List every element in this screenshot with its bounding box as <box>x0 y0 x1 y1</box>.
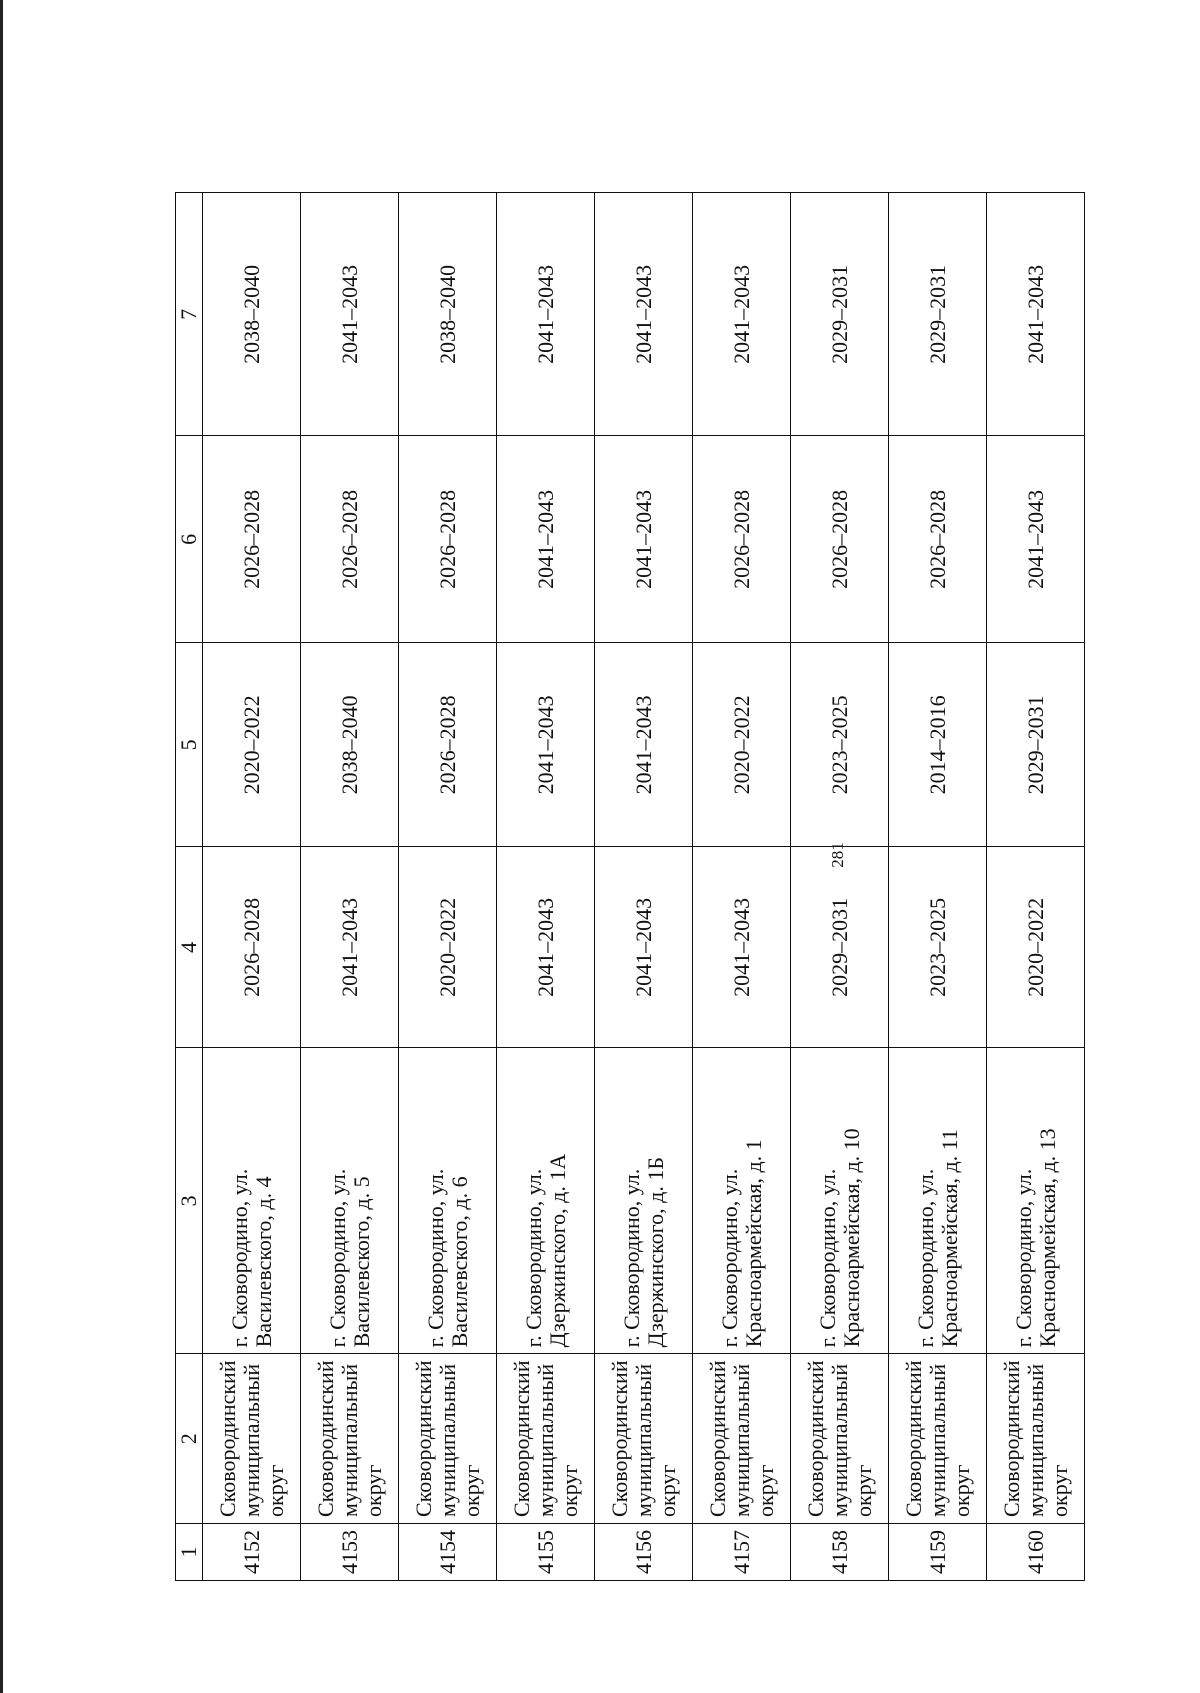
period-cell-5: 2041–2043 <box>497 643 595 847</box>
table-row <box>595 193 693 1581</box>
period-cell-4: 2020–2022 <box>399 847 497 1048</box>
row-number: 4154 <box>399 1524 497 1581</box>
period-cell-5: 2020–2022 <box>693 643 791 847</box>
period-cell-4: 2026–2028 <box>203 847 301 1048</box>
period-cell-7: 2038–2040 <box>203 193 301 436</box>
district-cell: Сковородинский муниципальный округ <box>889 1354 987 1524</box>
column-header: 6 <box>176 436 203 643</box>
district-cell: Сковородинский муниципальный округ <box>301 1354 399 1524</box>
district-cell: Сковородинский муниципальный округ <box>399 1354 497 1524</box>
table-row <box>203 193 301 1581</box>
period-cell-7: 2041–2043 <box>987 193 1085 436</box>
address-cell: г. Сковородино, ул. Дзержинского, д. 1Б <box>595 1048 693 1354</box>
period-cell-6: 2026–2028 <box>791 436 889 643</box>
row-number: 4155 <box>497 1524 595 1581</box>
period-cell-4: 2041–2043 <box>693 847 791 1048</box>
address-cell: г. Сковородино, ул. Василевского, д. 5 <box>301 1048 399 1354</box>
column-header: 1 <box>176 1524 203 1581</box>
period-cell-7: 2038–2040 <box>399 193 497 436</box>
row-number: 4157 <box>693 1524 791 1581</box>
period-cell-5: 2038–2040 <box>301 643 399 847</box>
district-cell: Сковородинский муниципальный округ <box>987 1354 1085 1524</box>
table-row <box>301 193 399 1581</box>
period-cell-7: 2041–2043 <box>595 193 693 436</box>
address-cell: г. Сковородино, ул. Красноармейская, д. 10 <box>791 1048 889 1354</box>
period-cell-4: 2020–2022 <box>987 847 1085 1048</box>
period-cell-5: 2020–2022 <box>203 643 301 847</box>
address-cell: г. Сковородино, ул. Василевского, д. 6 <box>399 1048 497 1354</box>
schedule-table <box>175 192 1085 1581</box>
district-cell: Сковородинский муниципальный округ <box>693 1354 791 1524</box>
address-cell: г. Сковородино, ул. Дзержинского, д. 1А <box>497 1048 595 1354</box>
table-row <box>497 193 595 1581</box>
period-cell-6: 2026–2028 <box>301 436 399 643</box>
period-cell-5: 2029–2031 <box>987 643 1085 847</box>
address-cell: г. Сковородино, ул. Красноармейская, д. 13 <box>987 1048 1085 1354</box>
column-header: 5 <box>176 643 203 847</box>
column-header: 3 <box>176 1048 203 1354</box>
period-cell-6: 2026–2028 <box>693 436 791 643</box>
row-number: 4152 <box>203 1524 301 1581</box>
period-cell-4: 2029–2031 <box>791 847 889 1048</box>
column-header: 2 <box>176 1354 203 1524</box>
address-cell: г. Сковородино, ул. Красноармейская, д. 11 <box>889 1048 987 1354</box>
period-cell-4: 2041–2043 <box>301 847 399 1048</box>
table-row <box>889 193 987 1581</box>
period-cell-6: 2026–2028 <box>889 436 987 643</box>
district-cell: Сковородинский муниципальный округ <box>595 1354 693 1524</box>
row-number: 4158 <box>791 1524 889 1581</box>
period-cell-6: 2026–2028 <box>203 436 301 643</box>
period-cell-7: 2041–2043 <box>497 193 595 436</box>
period-cell-7: 2029–2031 <box>791 193 889 436</box>
period-cell-5: 2014–2016 <box>889 643 987 847</box>
period-cell-6: 2041–2043 <box>987 436 1085 643</box>
period-cell-4: 2023–2025 <box>889 847 987 1048</box>
period-cell-5: 2023–2025 <box>791 643 889 847</box>
row-number: 4159 <box>889 1524 987 1581</box>
row-number: 4153 <box>301 1524 399 1581</box>
page-number: 281 <box>828 842 847 868</box>
table-row <box>987 193 1085 1581</box>
period-cell-7: 2041–2043 <box>693 193 791 436</box>
period-cell-5: 2041–2043 <box>595 643 693 847</box>
row-number: 4156 <box>595 1524 693 1581</box>
district-cell: Сковородинский муниципальный округ <box>497 1354 595 1524</box>
district-cell: Сковородинский муниципальный округ <box>791 1354 889 1524</box>
column-header: 7 <box>176 193 203 436</box>
row-number: 4160 <box>987 1524 1085 1581</box>
period-cell-4: 2041–2043 <box>497 847 595 1048</box>
address-cell: г. Сковородино, ул. Красноармейская, д. 1 <box>693 1048 791 1354</box>
period-cell-6: 2041–2043 <box>595 436 693 643</box>
table-row <box>399 193 497 1581</box>
table-row <box>791 193 889 1581</box>
header-row <box>176 193 203 1581</box>
column-header: 4 <box>176 847 203 1048</box>
table-row <box>693 193 791 1581</box>
period-cell-6: 2041–2043 <box>497 436 595 643</box>
period-cell-7: 2041–2043 <box>301 193 399 436</box>
period-cell-7: 2029–2031 <box>889 193 987 436</box>
address-cell: г. Сковородино, ул. Василевского, д. 4 <box>203 1048 301 1354</box>
period-cell-6: 2026–2028 <box>399 436 497 643</box>
period-cell-4: 2041–2043 <box>595 847 693 1048</box>
district-cell: Сковородинский муниципальный округ <box>203 1354 301 1524</box>
period-cell-5: 2026–2028 <box>399 643 497 847</box>
